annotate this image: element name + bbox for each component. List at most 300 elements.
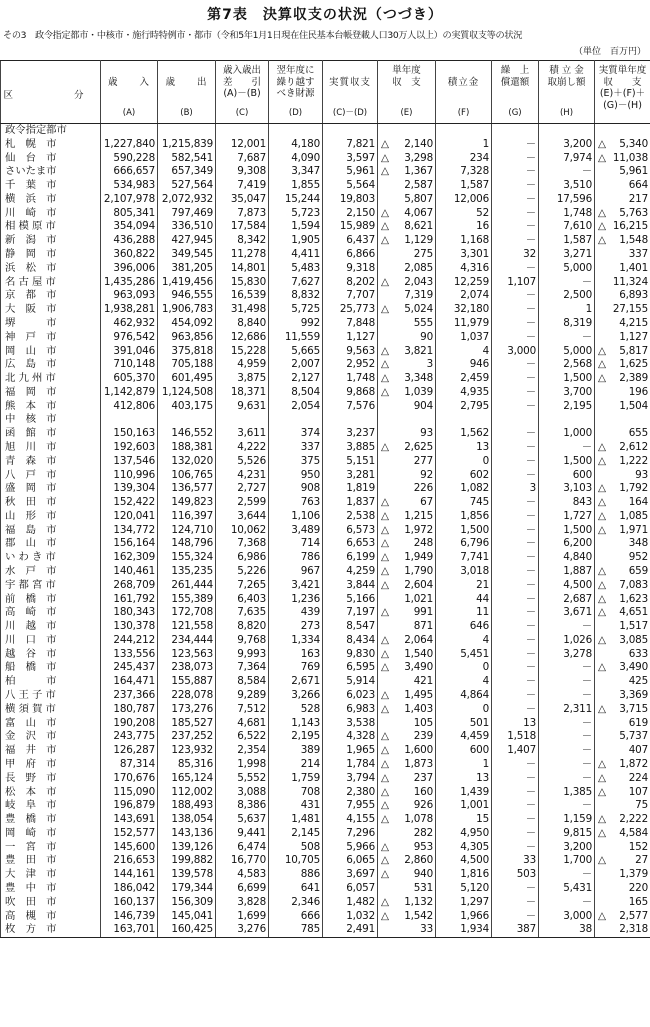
table-cell: 952 [595, 551, 650, 565]
table-cell: 1,168 [436, 234, 492, 248]
table-cell: － [492, 620, 539, 634]
table-cell: 2,127 [269, 372, 323, 386]
table-cell: 967 [269, 565, 323, 579]
city-name: 一 宮 市 [1, 841, 101, 855]
table-cell: 137,546 [101, 455, 158, 469]
column-header [101, 61, 158, 124]
table-cell: － [492, 441, 539, 455]
table-cell: － [492, 455, 539, 469]
table-cell: △ 1,873 [378, 758, 436, 772]
table-cell: － [539, 675, 595, 689]
table-cell: 160,425 [158, 923, 216, 937]
table-cell: △ 659 [595, 565, 650, 579]
table-cell: △ 1,625 [595, 358, 650, 372]
city-name: 京 都 市 [1, 289, 101, 303]
table-cell: 134,772 [101, 524, 158, 538]
table-cell: － [492, 207, 539, 221]
table-cell: 10,705 [269, 854, 323, 868]
table-row [1, 138, 650, 152]
table-cell: 25,773 [323, 303, 378, 317]
table-cell: 170,676 [101, 772, 158, 786]
table-cell: 396,006 [101, 262, 158, 276]
table-cell: 4 [436, 345, 492, 359]
table-cell: 8,584 [216, 675, 269, 689]
table-cell: △ 5,340 [595, 138, 650, 152]
table-cell: 124,710 [158, 524, 216, 538]
table-cell: 130,378 [101, 620, 158, 634]
city-name: 金 沢 市 [1, 730, 101, 744]
table-cell: 963,093 [101, 289, 158, 303]
table-cell: 8,342 [216, 234, 269, 248]
table-cell: － [539, 799, 595, 813]
table-cell: － [539, 165, 595, 179]
table-cell: 462,932 [101, 317, 158, 331]
table-cell: 336,510 [158, 220, 216, 234]
table-cell: 155,887 [158, 675, 216, 689]
table-row [1, 910, 650, 924]
table-cell: 282 [378, 827, 436, 841]
table-cell: △ 3,298 [378, 152, 436, 166]
table-row [1, 372, 650, 386]
table-cell [492, 413, 539, 427]
table-cell: 4,155 [323, 813, 378, 827]
table-cell: 1,816 [436, 868, 492, 882]
table-cell: 374 [269, 427, 323, 441]
city-name: 松 本 市 [1, 786, 101, 800]
city-name: 富 山 市 [1, 717, 101, 731]
column-header-label: 繰 上 償還額 [500, 65, 530, 88]
table-cell: △ 1,548 [595, 234, 650, 248]
table-cell: 360,822 [101, 248, 158, 262]
table-row [1, 386, 650, 400]
table-cell: 6,983 [323, 703, 378, 717]
table-cell: 243,775 [101, 730, 158, 744]
table-cell: 3,200 [539, 841, 595, 855]
table-cell: 123,563 [158, 648, 216, 662]
table-cell: 657,349 [158, 165, 216, 179]
table-header [1, 61, 650, 124]
table-cell [158, 124, 216, 138]
table-cell: － [539, 772, 595, 786]
column-header [378, 61, 436, 124]
table-cell: 9,830 [323, 648, 378, 662]
table-cell: 5,526 [216, 455, 269, 469]
table-cell [269, 413, 323, 427]
table-cell: △ 160 [378, 786, 436, 800]
table-cell: △ 2,043 [378, 276, 436, 290]
table-cell: 534,983 [101, 179, 158, 193]
table-cell: 3,421 [269, 579, 323, 593]
table-cell: 152,577 [101, 827, 158, 841]
table-cell: 1,759 [269, 772, 323, 786]
table-cell: 17,584 [216, 220, 269, 234]
table-cell [216, 124, 269, 138]
table-cell: 180,787 [101, 703, 158, 717]
column-header [539, 61, 595, 124]
table-cell: 123,932 [158, 744, 216, 758]
table-cell: 2,671 [269, 675, 323, 689]
table-cell: 115,090 [101, 786, 158, 800]
city-name: 盛 岡 市 [1, 482, 101, 496]
table-cell: 8,319 [539, 317, 595, 331]
table-cell: 27,155 [595, 303, 650, 317]
table-cell: 7,364 [216, 661, 269, 675]
column-header-label: 歳 入 [107, 77, 150, 88]
table-cell: 155,324 [158, 551, 216, 565]
table-cell: 136,577 [158, 482, 216, 496]
table-cell: 1,082 [436, 482, 492, 496]
table-cell: 6,595 [323, 661, 378, 675]
section-label: 政令指定都市 [1, 124, 101, 138]
table-cell: － [492, 813, 539, 827]
table-cell: 1,504 [595, 400, 650, 414]
table-cell: 375,818 [158, 345, 216, 359]
table-cell: － [492, 648, 539, 662]
table-cell: 1,026 [539, 634, 595, 648]
table-cell: － [492, 400, 539, 414]
table-cell: 1,906,783 [158, 303, 216, 317]
table-cell: 15,244 [269, 193, 323, 207]
table-row [1, 248, 650, 262]
table-cell: 149,823 [158, 496, 216, 510]
table-cell: 1,106 [269, 510, 323, 524]
table-cell: 349,545 [158, 248, 216, 262]
city-name: 川 越 市 [1, 620, 101, 634]
table-cell: － [492, 634, 539, 648]
city-name: 高 崎 市 [1, 606, 101, 620]
table-cell: 11,979 [436, 317, 492, 331]
table-cell: － [492, 606, 539, 620]
table-cell: 407 [595, 744, 650, 758]
table-cell: 185,527 [158, 717, 216, 731]
table-cell: 12,001 [216, 138, 269, 152]
table-cell: 5,961 [595, 165, 650, 179]
table-cell: 786 [269, 551, 323, 565]
table-cell: 7,419 [216, 179, 269, 193]
table-cell: 17,596 [539, 193, 595, 207]
table-cell: 1,127 [595, 331, 650, 345]
city-name: 枚 方 市 [1, 923, 101, 937]
table-cell: 3,276 [216, 923, 269, 937]
table-cell: 275 [378, 248, 436, 262]
table-cell: 133,556 [101, 648, 158, 662]
table-cell: △ 2,604 [378, 579, 436, 593]
table-body [1, 124, 650, 938]
table-cell: 11 [436, 606, 492, 620]
table-cell: 9,441 [216, 827, 269, 841]
city-name: 甲 府 市 [1, 758, 101, 772]
city-name: 函 館 市 [1, 427, 101, 441]
table-cell: 155,389 [158, 593, 216, 607]
table-cell: 75 [595, 799, 650, 813]
table-cell: 2,952 [323, 358, 378, 372]
table-cell: 52 [436, 207, 492, 221]
table-cell: 214 [269, 758, 323, 772]
table-cell: 237,366 [101, 689, 158, 703]
table-cell: 745 [436, 496, 492, 510]
table-cell: 1,562 [436, 427, 492, 441]
table-cell: △ 16,215 [595, 220, 650, 234]
table-cell: 7,821 [323, 138, 378, 152]
table-cell: 2,491 [323, 923, 378, 937]
table-cell: 3,200 [539, 138, 595, 152]
table-cell: 2,354 [216, 744, 269, 758]
table-cell: 1,107 [492, 276, 539, 290]
table-cell: △ 2,389 [595, 372, 650, 386]
table-cell: 646 [436, 620, 492, 634]
table-cell: △ 107 [595, 786, 650, 800]
table-cell: 93 [378, 427, 436, 441]
column-header-label: 歳 出 [165, 77, 208, 88]
table-cell: 5,914 [323, 675, 378, 689]
table-cell: 6,653 [323, 537, 378, 551]
table-cell: 2,795 [436, 400, 492, 414]
table-cell: 21 [436, 579, 492, 593]
table-cell: 13 [436, 772, 492, 786]
page-title: 第7表 決算収支の状況（つづき） [207, 7, 443, 23]
table-cell: 161,792 [101, 593, 158, 607]
table-cell: 7,873 [216, 207, 269, 221]
table-cell: 337 [595, 248, 650, 262]
column-header-label: 歳入歳出 差 引 (A)－(B) [222, 65, 261, 99]
table-cell: 4 [436, 675, 492, 689]
table-cell: － [492, 689, 539, 703]
table-row [1, 854, 650, 868]
table-cell: 33 [492, 854, 539, 868]
table-cell: 9,868 [323, 386, 378, 400]
table-row [1, 551, 650, 565]
table-cell: 164,471 [101, 675, 158, 689]
table-cell: 1,227,840 [101, 138, 158, 152]
table-cell: 5,226 [216, 565, 269, 579]
table-cell: △ 3,490 [595, 661, 650, 675]
city-name: 豊 橋 市 [1, 813, 101, 827]
table-cell: － [492, 358, 539, 372]
table-cell: 633 [595, 648, 650, 662]
table-cell: 843 [539, 496, 595, 510]
table-cell: － [492, 537, 539, 551]
table-cell: 2,054 [269, 400, 323, 414]
table-cell: △ 1,367 [378, 165, 436, 179]
table-cell: 1,855 [269, 179, 323, 193]
table-cell: △ 239 [378, 730, 436, 744]
table-cell: 6,199 [323, 551, 378, 565]
city-name: 神 戸 市 [1, 331, 101, 345]
city-name: 岡 崎 市 [1, 827, 101, 841]
table-cell: 106,765 [158, 469, 216, 483]
table-cell: － [492, 152, 539, 166]
table-cell: 1,481 [269, 813, 323, 827]
table-cell: 1,215,839 [158, 138, 216, 152]
table-cell: 6,893 [595, 289, 650, 303]
table-cell: 5,120 [436, 882, 492, 896]
table-row [1, 400, 650, 414]
table-row [1, 758, 650, 772]
table-cell: △ 3,715 [595, 703, 650, 717]
table-cell: 5,000 [539, 262, 595, 276]
table-cell: △ 3 [378, 358, 436, 372]
table-cell: △ 2,612 [595, 441, 650, 455]
table-cell: △ 1,078 [378, 813, 436, 827]
table-cell: 245,437 [101, 661, 158, 675]
table-cell: － [492, 786, 539, 800]
city-name: 八 戸 市 [1, 469, 101, 483]
table-cell: △ 3,348 [378, 372, 436, 386]
table-cell: 85,316 [158, 758, 216, 772]
table-row [1, 276, 650, 290]
table-cell: 4,231 [216, 469, 269, 483]
table-cell: 160,137 [101, 896, 158, 910]
table-cell: － [539, 441, 595, 455]
table-cell: 165 [595, 896, 650, 910]
table-cell: 0 [436, 703, 492, 717]
table-row [1, 841, 650, 855]
table-cell: － [492, 427, 539, 441]
table-cell: 412,806 [101, 400, 158, 414]
table-cell: 1,435,286 [101, 276, 158, 290]
city-name: 仙 台 市 [1, 152, 101, 166]
table-cell: 3,885 [323, 441, 378, 455]
column-header [158, 61, 216, 124]
table-cell: 5,483 [269, 262, 323, 276]
column-header-code: (G) [508, 108, 522, 118]
table-cell: 1,001 [436, 799, 492, 813]
city-name: 川 崎 市 [1, 207, 101, 221]
table-cell: △ 1,972 [378, 524, 436, 538]
table-row [1, 524, 650, 538]
table-row [1, 882, 650, 896]
table-cell: 196,879 [101, 799, 158, 813]
table-cell: △ 1,085 [595, 510, 650, 524]
table-cell: 1 [436, 138, 492, 152]
table-cell: 1,748 [323, 372, 378, 386]
table-cell: 5,737 [595, 730, 650, 744]
table-cell: 226 [378, 482, 436, 496]
table-cell: △ 2,064 [378, 634, 436, 648]
table-cell: 602 [436, 469, 492, 483]
table-row [1, 537, 650, 551]
table-cell: － [539, 689, 595, 703]
table-cell: 173,276 [158, 703, 216, 717]
table-cell: 1,236 [269, 593, 323, 607]
table-row [1, 331, 650, 345]
table-cell: 5,552 [216, 772, 269, 786]
column-header-label: 翌年度に 繰り越す べき財源 [276, 65, 315, 99]
table-cell: 244,212 [101, 634, 158, 648]
table-cell: 9,318 [323, 262, 378, 276]
table-cell: 4,935 [436, 386, 492, 400]
table-cell: △ 2,625 [378, 441, 436, 455]
table-cell [216, 413, 269, 427]
table-cell: 705,188 [158, 358, 216, 372]
table-cell: 605,370 [101, 372, 158, 386]
table-cell: － [539, 661, 595, 675]
table-cell: 1,727 [539, 510, 595, 524]
table-row [1, 469, 650, 483]
table-cell: 6,065 [323, 854, 378, 868]
table-cell: △ 2,577 [595, 910, 650, 924]
table-cell: 188,493 [158, 799, 216, 813]
city-name: 横 浜 市 [1, 193, 101, 207]
city-name: 広 島 市 [1, 358, 101, 372]
table-row [1, 896, 650, 910]
table-cell: 763 [269, 496, 323, 510]
table-cell: 1,699 [216, 910, 269, 924]
table-row [1, 786, 650, 800]
table-cell: △ 2,222 [595, 813, 650, 827]
table-cell: 7,296 [323, 827, 378, 841]
table-cell: △ 67 [378, 496, 436, 510]
table-cell: 5,723 [269, 207, 323, 221]
table-row [1, 179, 650, 193]
table-cell: 3,828 [216, 896, 269, 910]
table-cell: △ 1,132 [378, 896, 436, 910]
city-name: 前 橋 市 [1, 593, 101, 607]
table-cell: 32 [492, 248, 539, 262]
table-cell: 0 [436, 661, 492, 675]
table-cell: △ 7,083 [595, 579, 650, 593]
table-cell: 710,148 [101, 358, 158, 372]
table-cell: － [492, 510, 539, 524]
table-cell: 1,594 [269, 220, 323, 234]
table-cell: － [539, 331, 595, 345]
table-cell: 6,986 [216, 551, 269, 565]
table-cell: 9,993 [216, 648, 269, 662]
table-cell: 348 [595, 537, 650, 551]
city-name: 秋 田 市 [1, 496, 101, 510]
table-cell: 7,368 [216, 537, 269, 551]
table-cell: 600 [539, 469, 595, 483]
table-cell: 527,564 [158, 179, 216, 193]
table-cell: 4 [436, 634, 492, 648]
city-name: 静 岡 市 [1, 248, 101, 262]
table-cell: 11,278 [216, 248, 269, 262]
city-name: 山 形 市 [1, 510, 101, 524]
table-cell: △ 164 [595, 496, 650, 510]
table-cell: △ 27 [595, 854, 650, 868]
table-cell: △ 4,067 [378, 207, 436, 221]
table-cell: 180,343 [101, 606, 158, 620]
table-cell: 963,856 [158, 331, 216, 345]
table-cell: 7,319 [378, 289, 436, 303]
table-cell: 2,587 [378, 179, 436, 193]
table-cell: 5,166 [323, 593, 378, 607]
city-name: 豊 中 市 [1, 882, 101, 896]
table-cell: 946,555 [158, 289, 216, 303]
table-cell: 1,748 [539, 207, 595, 221]
table-row [1, 923, 650, 937]
table-cell: 156,309 [158, 896, 216, 910]
table-cell: 5,637 [216, 813, 269, 827]
table-cell: 354,094 [101, 220, 158, 234]
table-cell: 582,541 [158, 152, 216, 166]
table-cell: － [492, 565, 539, 579]
table-cell: 1,966 [436, 910, 492, 924]
table-cell: 3,597 [323, 152, 378, 166]
table-cell: － [492, 165, 539, 179]
table-cell: 7,687 [216, 152, 269, 166]
table-row [1, 799, 650, 813]
table-cell: 13 [436, 441, 492, 455]
table-cell: 5,807 [378, 193, 436, 207]
table-cell: 8,840 [216, 317, 269, 331]
table-row [1, 593, 650, 607]
table-cell: 12,006 [436, 193, 492, 207]
table-cell: 7,741 [436, 551, 492, 565]
table-row [1, 234, 650, 248]
table-cell: 1,037 [436, 331, 492, 345]
table-cell: 163,701 [101, 923, 158, 937]
